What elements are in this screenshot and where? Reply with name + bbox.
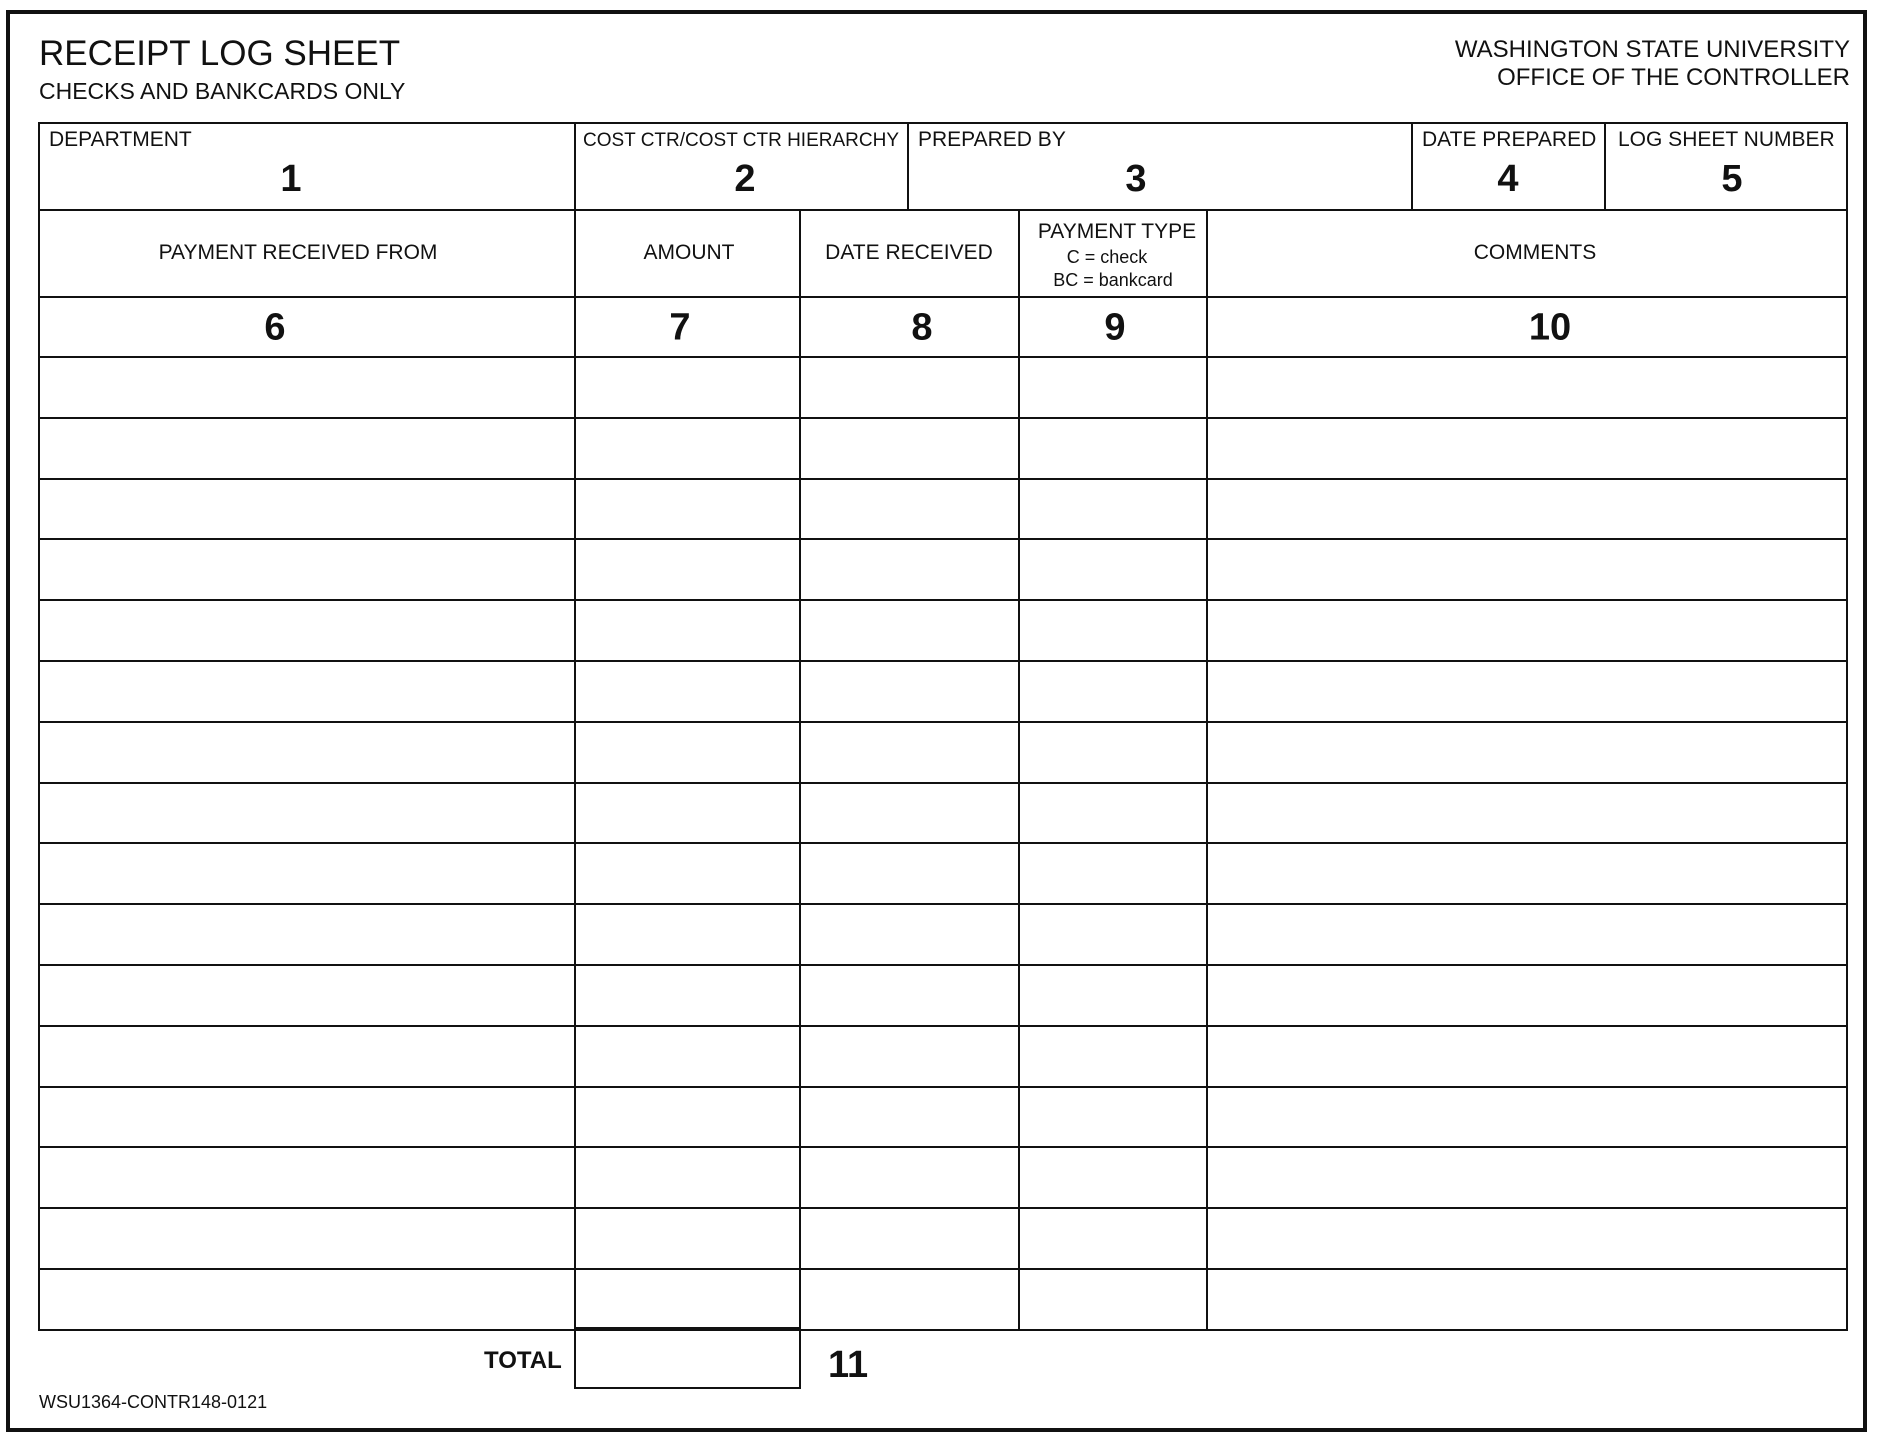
amount-cell[interactable]: [576, 601, 799, 660]
column-number: 6: [264, 306, 286, 349]
field-label: LOG SHEET NUMBER: [1618, 128, 1835, 151]
amount-cell[interactable]: [576, 966, 799, 1025]
date-received-cell[interactable]: [801, 966, 1018, 1025]
payment-type-cell[interactable]: [1020, 540, 1206, 599]
field-number: 5: [1721, 158, 1743, 200]
date-received-cell[interactable]: [801, 1027, 1018, 1086]
field-divider: [907, 122, 909, 210]
comments-cell[interactable]: [1208, 844, 1846, 903]
field-number: 1: [280, 158, 302, 200]
date-received-cell[interactable]: [801, 419, 1018, 478]
payment-from-cell[interactable]: [40, 662, 574, 721]
payment-type-cell[interactable]: [1020, 1148, 1206, 1207]
date-received-cell[interactable]: [801, 1148, 1018, 1207]
field-number: 4: [1497, 158, 1519, 200]
payment-type-cell[interactable]: [1020, 1209, 1206, 1268]
amount-cell[interactable]: [576, 419, 799, 478]
column-header-comments: COMMENTS: [1473, 241, 1597, 264]
field-divider: [574, 122, 576, 210]
field-number: 2: [734, 158, 756, 200]
comments-cell[interactable]: [1208, 662, 1846, 721]
payment-type-check-legend: C = check: [1066, 247, 1148, 267]
column-number: 9: [1104, 306, 1126, 349]
date-received-cell[interactable]: [801, 480, 1018, 539]
total-label: TOTAL: [484, 1347, 562, 1374]
comments-cell[interactable]: [1208, 1209, 1846, 1268]
field-divider: [1604, 122, 1606, 210]
comments-cell[interactable]: [1208, 419, 1846, 478]
amount-cell[interactable]: [576, 1270, 799, 1329]
column-header-payment-type: PAYMENT TYPE: [1037, 220, 1197, 243]
comments-cell[interactable]: [1208, 784, 1846, 843]
payment-type-cell[interactable]: [1020, 966, 1206, 1025]
field-number: 3: [1125, 158, 1147, 200]
amount-cell[interactable]: [576, 784, 799, 843]
payment-from-cell[interactable]: [40, 1209, 574, 1268]
amount-cell[interactable]: [576, 723, 799, 782]
org-office: OFFICE OF THE CONTROLLER: [1497, 64, 1850, 91]
payment-from-cell[interactable]: [40, 966, 574, 1025]
total-number: 11: [828, 1344, 869, 1386]
amount-cell[interactable]: [576, 480, 799, 539]
form-title: RECEIPT LOG SHEET: [39, 34, 401, 73]
amount-cell[interactable]: [576, 844, 799, 903]
payment-type-cell[interactable]: [1020, 662, 1206, 721]
amount-cell[interactable]: [576, 540, 799, 599]
date-received-cell[interactable]: [801, 358, 1018, 417]
header-divider: [38, 296, 1848, 298]
field-label: PREPARED BY: [918, 128, 1066, 151]
comments-cell[interactable]: [1208, 1027, 1846, 1086]
payment-type-cell[interactable]: [1020, 844, 1206, 903]
comments-cell[interactable]: [1208, 540, 1846, 599]
comments-cell[interactable]: [1208, 905, 1846, 964]
payment-type-cell[interactable]: [1020, 1270, 1206, 1329]
payment-type-cell[interactable]: [1020, 1088, 1206, 1147]
payment-from-cell[interactable]: [40, 784, 574, 843]
comments-cell[interactable]: [1208, 723, 1846, 782]
org-name: WASHINGTON STATE UNIVERSITY: [1454, 36, 1850, 63]
form-code: WSU1364-CONTR148-0121: [39, 1392, 268, 1412]
payment-from-cell[interactable]: [40, 1088, 574, 1147]
payment-type-cell[interactable]: [1020, 1027, 1206, 1086]
payment-from-cell[interactable]: [40, 1270, 574, 1329]
payment-from-cell[interactable]: [40, 540, 574, 599]
field-label: DATE PREPARED: [1422, 128, 1597, 151]
payment-from-cell[interactable]: [40, 358, 574, 417]
comments-cell[interactable]: [1208, 480, 1846, 539]
total-amount-field[interactable]: [574, 1327, 801, 1389]
amount-cell[interactable]: [576, 1027, 799, 1086]
payment-from-cell[interactable]: [40, 844, 574, 903]
field-divider: [1411, 122, 1413, 210]
payment-type-cell[interactable]: [1020, 601, 1206, 660]
column-header-amount: AMOUNT: [643, 241, 735, 264]
payment-from-cell[interactable]: [40, 1027, 574, 1086]
field-label: COST CTR/COST CTR HIERARCHY: [583, 130, 899, 151]
payment-type-bankcard-legend: BC = bankcard: [1053, 270, 1173, 290]
date-received-cell[interactable]: [801, 723, 1018, 782]
amount-cell[interactable]: [576, 1209, 799, 1268]
comments-cell[interactable]: [1208, 966, 1846, 1025]
payment-from-cell[interactable]: [40, 723, 574, 782]
payment-type-cell[interactable]: [1020, 905, 1206, 964]
date-received-cell[interactable]: [801, 844, 1018, 903]
comments-cell[interactable]: [1208, 1088, 1846, 1147]
payment-from-cell[interactable]: [40, 601, 574, 660]
payment-type-cell[interactable]: [1020, 358, 1206, 417]
date-received-cell[interactable]: [801, 601, 1018, 660]
form-subtitle: CHECKS AND BANKCARDS ONLY: [39, 78, 406, 104]
amount-cell[interactable]: [576, 1088, 799, 1147]
amount-cell[interactable]: [576, 358, 799, 417]
payment-from-cell[interactable]: [40, 905, 574, 964]
payment-type-cell[interactable]: [1020, 784, 1206, 843]
comments-cell[interactable]: [1208, 358, 1846, 417]
date-received-cell[interactable]: [801, 540, 1018, 599]
column-header-date-received: DATE RECEIVED: [825, 241, 993, 264]
column-header-payment-from: PAYMENT RECEIVED FROM: [158, 241, 438, 264]
column-number: 10: [1528, 306, 1572, 349]
date-received-cell[interactable]: [801, 1209, 1018, 1268]
field-row-top-border: [38, 122, 1848, 124]
payment-type-cell[interactable]: [1020, 480, 1206, 539]
comments-cell[interactable]: [1208, 1270, 1846, 1329]
date-received-cell[interactable]: [801, 905, 1018, 964]
payment-from-cell[interactable]: [40, 480, 574, 539]
date-received-cell[interactable]: [801, 1088, 1018, 1147]
payment-type-cell[interactable]: [1020, 419, 1206, 478]
amount-cell[interactable]: [576, 662, 799, 721]
column-number: 8: [911, 306, 933, 349]
amount-cell[interactable]: [576, 1148, 799, 1207]
payment-from-cell[interactable]: [40, 419, 574, 478]
amount-cell[interactable]: [576, 905, 799, 964]
date-received-cell[interactable]: [801, 1270, 1018, 1329]
payment-from-cell[interactable]: [40, 1148, 574, 1207]
comments-cell[interactable]: [1208, 601, 1846, 660]
row-divider: [38, 1329, 1848, 1331]
comments-cell[interactable]: [1208, 1148, 1846, 1207]
field-label: DEPARTMENT: [49, 128, 192, 151]
payment-type-cell[interactable]: [1020, 723, 1206, 782]
date-received-cell[interactable]: [801, 784, 1018, 843]
column-number: 7: [669, 306, 691, 349]
field-row-bottom-border: [38, 209, 1848, 211]
date-received-cell[interactable]: [801, 662, 1018, 721]
